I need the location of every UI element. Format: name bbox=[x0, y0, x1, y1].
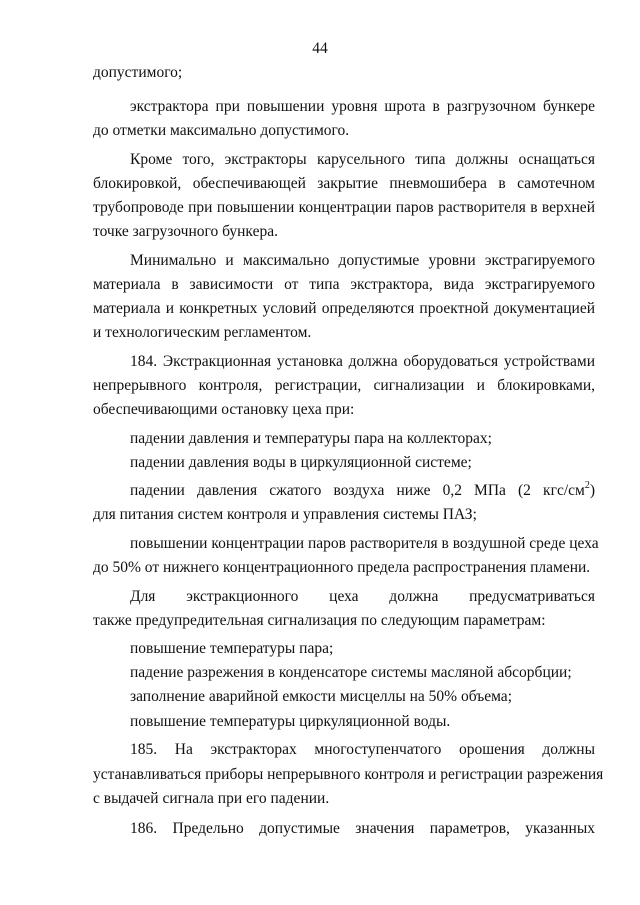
text-line: падение разрежения в конденсаторе системы масляной абсорбции; bbox=[130, 664, 572, 681]
text-line bbox=[130, 479, 595, 500]
text-line: до 50% от нижнего концентрационного предела распространения пламени. bbox=[93, 559, 591, 576]
text-line: трубопроводе при повышении концентрации паров растворителя в верхней bbox=[93, 199, 595, 216]
text-line: падении давления и температуры пара на коллекторах; bbox=[130, 430, 492, 447]
text-line: повышение температуры пара; bbox=[130, 640, 334, 657]
text-line: Кроме того, экстракторы карусельного типа должны оснащаться bbox=[130, 151, 595, 168]
text-line: Для экстракционного цеха должна предусматриваться bbox=[130, 588, 595, 605]
text-line: Минимально и максимально допустимые уровни экстрагируемого bbox=[130, 252, 595, 269]
text-line: экстрактора при повышении уровня шрота в разгрузочном бункере bbox=[130, 98, 595, 115]
text-line: материала в зависимости от типа экстрактора, вида экстрагируемого bbox=[93, 276, 595, 293]
text-line: повышение температуры циркуляционной воды. bbox=[130, 713, 451, 730]
text-line: для питания систем контроля и управления системы ПАЗ; bbox=[93, 506, 477, 523]
text-fragment: ) bbox=[589, 482, 595, 499]
text-fragment: падении давления сжатого воздуха ниже 0,2 МПа (2 кгс/см bbox=[130, 482, 585, 499]
text-line: устанавливаться приборы непрерывного контроля и регистрации разрежения bbox=[93, 766, 604, 783]
text-line: до отметки максимально допустимого. bbox=[93, 122, 350, 139]
text-line: обеспечивающими остановку цеха при: bbox=[93, 401, 355, 418]
page-number: 44 bbox=[312, 40, 328, 57]
text-line: повышении концентрации паров растворителя в воздушной среде цеха bbox=[130, 535, 599, 552]
superscript: 2 bbox=[584, 479, 590, 491]
text-line: точке загрузочного бункера. bbox=[93, 223, 278, 240]
text-line: падении давления воды в циркуляционной системе; bbox=[130, 454, 472, 471]
text-line: допустимого; bbox=[93, 64, 183, 81]
text-line: непрерывного контроля, регистрации, сигнализации и блокировками, bbox=[93, 377, 595, 394]
text-line: и технологическим регламентом. bbox=[93, 324, 312, 341]
text-line: материала и конкретных условий определяются проектной документацией bbox=[93, 300, 595, 317]
text-line: блокировкой, обеспечивающей закрытие пневмошибера в самотечном bbox=[93, 175, 595, 192]
text-line: 186. Предельно допустимые значения параметров, указанных bbox=[130, 820, 595, 837]
text-line: заполнение аварийной емкости мисцеллы на 50% объема; bbox=[130, 688, 512, 705]
text-line: с выдачей сигнала при его падении. bbox=[93, 790, 330, 807]
text-line: 184. Экстракционная установка должна оборудоваться устройствами bbox=[130, 353, 595, 370]
text-line: 185. На экстракторах многоступенчатого орошения должны bbox=[130, 741, 595, 758]
text-line: также предупредительная сигнализация по следующим параметрам: bbox=[93, 612, 546, 629]
